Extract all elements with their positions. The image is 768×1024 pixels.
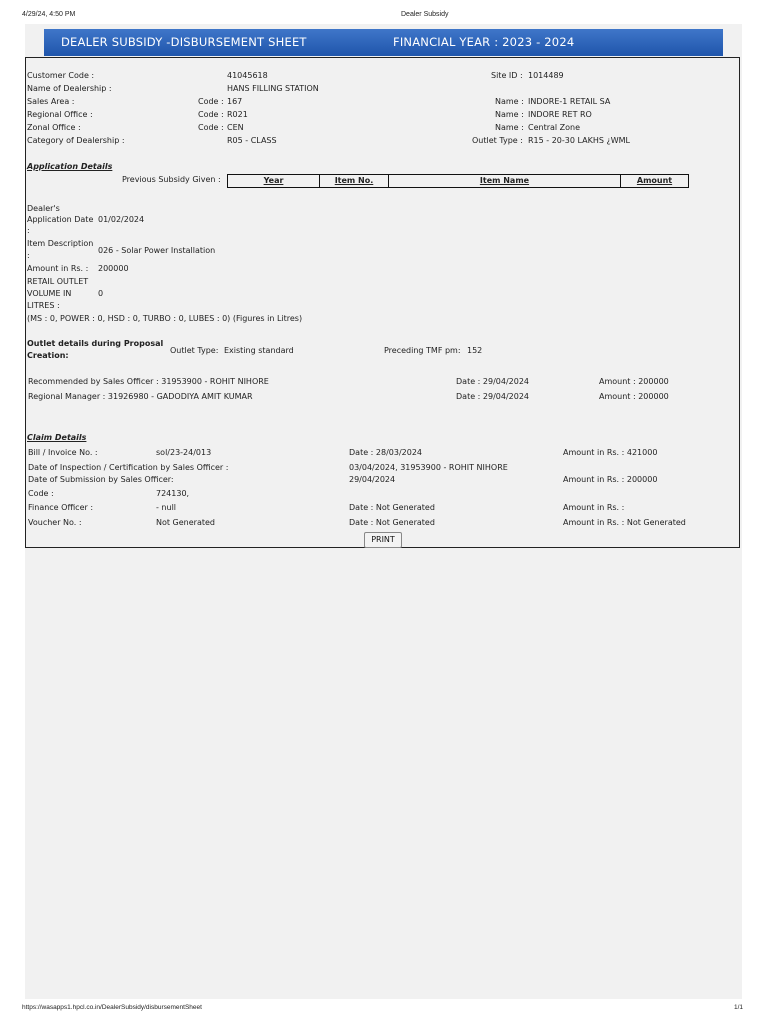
code-value: 724130, bbox=[156, 489, 190, 498]
regional-manager-date: Date : 29/04/2024 bbox=[456, 392, 530, 401]
outlet-details-heading-1: Outlet details during Proposal bbox=[27, 339, 164, 348]
finance-officer-label: Finance Officer : bbox=[28, 503, 94, 512]
financial-year: FINANCIAL YEAR : 2023 - 2024 bbox=[393, 35, 575, 49]
sales-area-code: 167 bbox=[227, 97, 243, 106]
submission-amount: Amount in Rs. : 200000 bbox=[563, 475, 658, 484]
tmf: 152 bbox=[467, 346, 483, 355]
outlet-type-detail: Existing standard bbox=[224, 346, 294, 355]
finance-amount: Amount in Rs. : bbox=[563, 503, 625, 512]
outlet-type-detail-label: Outlet Type: bbox=[170, 346, 219, 355]
outlet-type-label: Outlet Type : bbox=[472, 136, 523, 145]
bill-number: sol/23-24/013 bbox=[156, 448, 212, 457]
outlet-details-heading-2: Creation: bbox=[27, 351, 69, 360]
outlet-type: R15 - 20-30 LAKHS ¿WML bbox=[528, 136, 631, 145]
submission-date: 29/04/2024 bbox=[349, 475, 396, 484]
finance-officer: - null bbox=[156, 503, 177, 512]
regional-office-code-label: Code : bbox=[198, 110, 224, 119]
regional-office-code: R021 bbox=[227, 110, 248, 119]
sales-area-code-label: Code : bbox=[198, 97, 224, 106]
table-header-amount: Amount bbox=[636, 176, 673, 185]
table-header-item-no: Item No. bbox=[320, 175, 389, 187]
voucher-label: Voucher No. : bbox=[28, 518, 82, 527]
finance-date: Date : Not Generated bbox=[349, 503, 435, 512]
previous-subsidy-label: Previous Subsidy Given : bbox=[122, 175, 221, 184]
claim-details-heading: Claim Details bbox=[27, 433, 87, 442]
print-datetime: 4/29/24, 4:50 PM bbox=[22, 11, 76, 18]
category-label: Category of Dealership : bbox=[27, 136, 125, 145]
application-date-label: Application Date bbox=[27, 215, 94, 224]
zonal-office-code-label: Code : bbox=[198, 123, 224, 132]
site-id: 1014489 bbox=[528, 71, 564, 80]
dealership-name: HANS FILLING STATION bbox=[227, 84, 319, 93]
sales-area-name: INDORE-1 RETAIL SA bbox=[528, 97, 611, 106]
table-header-item-name: Item Name bbox=[389, 175, 621, 187]
submission-label: Date of Submission by Sales Officer: bbox=[28, 475, 174, 484]
volume-breakdown: (MS : 0, POWER : 0, HSD : 0, TURBO : 0, LUBES : 0) (Figures in Litres) bbox=[27, 314, 303, 323]
customer-code: 41045618 bbox=[227, 71, 268, 80]
print-button[interactable]: PRINT bbox=[364, 532, 402, 548]
amount-label: Amount in Rs. : bbox=[27, 264, 89, 273]
site-id-label: Site ID : bbox=[491, 71, 523, 80]
sheet-title: DEALER SUBSIDY -DISBURSEMENT SHEET bbox=[61, 35, 307, 49]
sales-area-name-label: Name : bbox=[495, 97, 524, 106]
dealership-name-label: Name of Dealership : bbox=[27, 84, 112, 93]
print-url: https://wasapps1.hpcl.co.in/DealerSubsidy/disbursementSheet bbox=[22, 1004, 202, 1011]
item-description-label: Item Description bbox=[27, 239, 94, 248]
code-label: Code : bbox=[28, 489, 54, 498]
sales-officer-recommendation: Recommended by Sales Officer : 31953900 - ROHIT NIHORE bbox=[28, 377, 269, 386]
sales-area-label: Sales Area : bbox=[27, 97, 75, 106]
title-banner bbox=[44, 29, 723, 56]
volume: 0 bbox=[98, 289, 104, 298]
regional-office-name: INDORE RET RO bbox=[528, 110, 592, 119]
inspection-value: 03/04/2024, 31953900 - ROHIT NIHORE bbox=[349, 463, 508, 472]
zonal-office-label: Zonal Office : bbox=[27, 123, 81, 132]
bill-label: Bill / Invoice No. : bbox=[28, 448, 98, 457]
table-header-year: Year bbox=[228, 175, 320, 187]
print-page-title: Dealer Subsidy bbox=[401, 11, 449, 18]
regional-manager-approval: Regional Manager : 31926980 - GADODIYA AMIT KUMAR bbox=[28, 392, 253, 401]
bill-date: Date : 28/03/2024 bbox=[349, 448, 423, 457]
sales-officer-amount: Amount : 200000 bbox=[599, 377, 669, 386]
volume-label-2: VOLUME IN bbox=[27, 289, 72, 298]
tmf-label: Preceding TMF pm: bbox=[384, 346, 461, 355]
volume-label-1: RETAIL OUTLET bbox=[27, 277, 89, 286]
zonal-office-name-label: Name : bbox=[495, 123, 524, 132]
voucher-number: Not Generated bbox=[156, 518, 215, 527]
dealers-label: Dealer's bbox=[27, 204, 60, 213]
regional-manager-amount: Amount : 200000 bbox=[599, 392, 669, 401]
application-date-colon: : bbox=[27, 226, 30, 235]
bill-amount: Amount in Rs. : 421000 bbox=[563, 448, 658, 457]
previous-subsidy-table bbox=[227, 174, 689, 188]
item-description-colon: : bbox=[27, 251, 30, 260]
regional-office-label: Regional Office : bbox=[27, 110, 93, 119]
inspection-label: Date of Inspection / Certification by Sales Officer : bbox=[28, 463, 229, 472]
amount: 200000 bbox=[98, 264, 129, 273]
volume-label-3: LITRES : bbox=[27, 301, 60, 310]
voucher-amount: Amount in Rs. : Not Generated bbox=[563, 518, 686, 527]
application-details-heading: Application Details bbox=[27, 162, 113, 171]
customer-code-label: Customer Code : bbox=[27, 71, 95, 80]
item-description: 026 - Solar Power Installation bbox=[98, 246, 216, 255]
zonal-office-name: Central Zone bbox=[528, 123, 581, 132]
zonal-office-code: CEN bbox=[227, 123, 244, 132]
sales-officer-date: Date : 29/04/2024 bbox=[456, 377, 530, 386]
category: R05 - CLASS bbox=[227, 136, 277, 145]
regional-office-name-label: Name : bbox=[495, 110, 524, 119]
application-date: 01/02/2024 bbox=[98, 215, 145, 224]
disbursement-sheet bbox=[25, 57, 740, 548]
print-page-number: 1/1 bbox=[734, 1004, 744, 1011]
voucher-date: Date : Not Generated bbox=[349, 518, 435, 527]
